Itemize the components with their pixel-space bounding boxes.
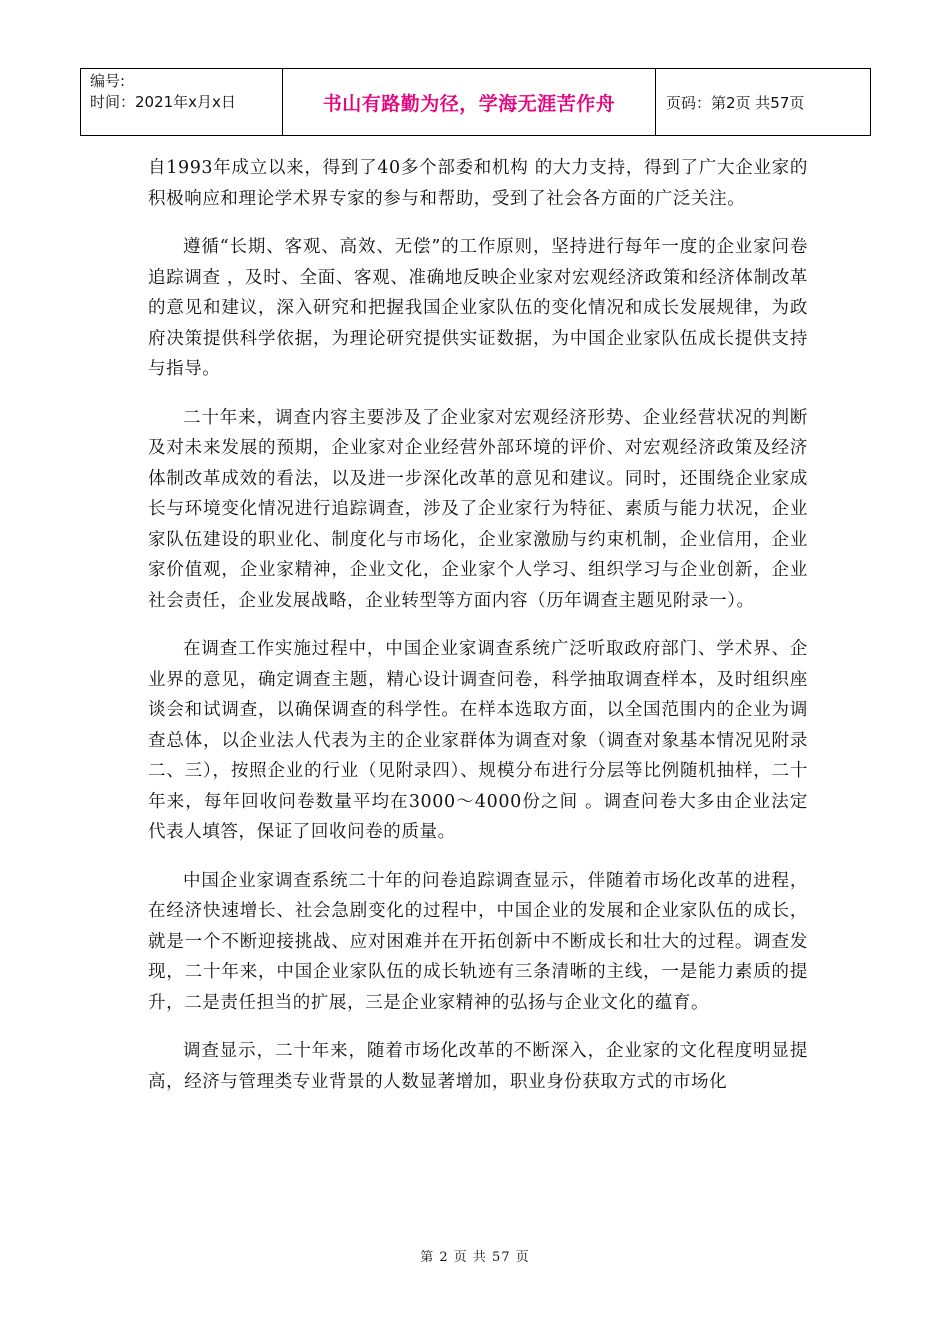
paragraph-6: 调查显示，二十年来，随着市场化改革的不断深入，企业家的文化程度明显提高，经济与管理类专业背景的人数显著增加，职业身份获取方式的市场化 bbox=[148, 1041, 808, 1092]
document-body bbox=[148, 153, 808, 1115]
header-motto: 书山有路勤为径，学海无涯苦作舟 bbox=[283, 69, 656, 136]
header-meta-cell bbox=[81, 69, 283, 136]
serial-number-label: 编号: bbox=[90, 72, 126, 90]
paragraph-2: 遵循“长期、客观、高效、无偿”的工作原则，坚持进行每年一度的企业家问卷追踪调查 ，及时、全面、客观、准确地反映企业家对宏观经济政策和经济体制改革的意见和建议，深入研究和把握我国企业家队伍的变化情况和成长发展规律，为政府决策提供科学依据，为理论研究提供实证数据，为中国企业家队伍成长提供支持与指导。 bbox=[148, 237, 808, 379]
paragraph-1: 自1993年成立以来，得到了40多个部委和机构 的大力支持，得到了广大企业家的积极响应和理论学术界专家的参与和帮助，受到了社会各方面的广泛关注。 bbox=[148, 158, 808, 209]
paragraph-3: 二十年来，调查内容主要涉及了企业家对宏观经济形势、企业经营状况的判断及对未来发展的预期，企业家对企业经营外部环境的评价、对宏观经济政策及经济体制改革成效的看法，以及进一步深化改革的意见和建议。同时，还围绕企业家成长与环境变化情况进行追踪调查，涉及了企业家行为特征、素质与能力状况，企业家队伍建设的职业化、制度化与市场化，企业家激励与约束机制，企业信用，企业家价值观，企业家精神，企业文化，企业家个人学习、组织学习与企业创新，企业社会责任，企业发展战略，企业转型等方面内容（历年调查主题见附录一）。 bbox=[148, 407, 808, 611]
page-footer: 第 2 页 共 57 页 bbox=[420, 1250, 530, 1265]
paragraph-5: 中国企业家调查系统二十年的问卷追踪调查显示，伴随着市场化改革的进程，在经济快速增长、社会急剧变化的过程中，中国企业的发展和企业家队伍的成长，就是一个不断迎接挑战、应对困难并在开拓创新中不断成长和壮大的过程。调查发现，二十年来，中国企业家队伍的成长轨迹有三条清晰的主线，一是能力素质的提升，二是责任担当的扩展，三是企业家精神的弘扬与企业文化的蕴育。 bbox=[148, 870, 808, 1013]
paragraph-4: 在调查工作实施过程中，中国企业家调查系统广泛听取政府部门、学术界、企业界的意见，确定调查主题，精心设计调查问卷，科学抽取调查样本，及时组织座谈会和试调查，以确保调查的科学性。在样本选取方面，以全国范围内的企业为调查总体，以企业法人代表为主的企业家群体为调查对象（调查对象基本情况见附录二、三），按照企业的行业（见附录四）、规模分布进行分层等比例随机抽样，二十年来，每年回收问卷数量平均在3000～4000份之间 。调查问卷大多由企业法定代表人填答，保证了回收问卷的质量。 bbox=[148, 639, 808, 842]
header-page-code: 页码：第2页 共57页 bbox=[656, 69, 871, 136]
document-header bbox=[80, 68, 871, 136]
date-label: 时间：2021年x月x日 bbox=[90, 93, 236, 111]
